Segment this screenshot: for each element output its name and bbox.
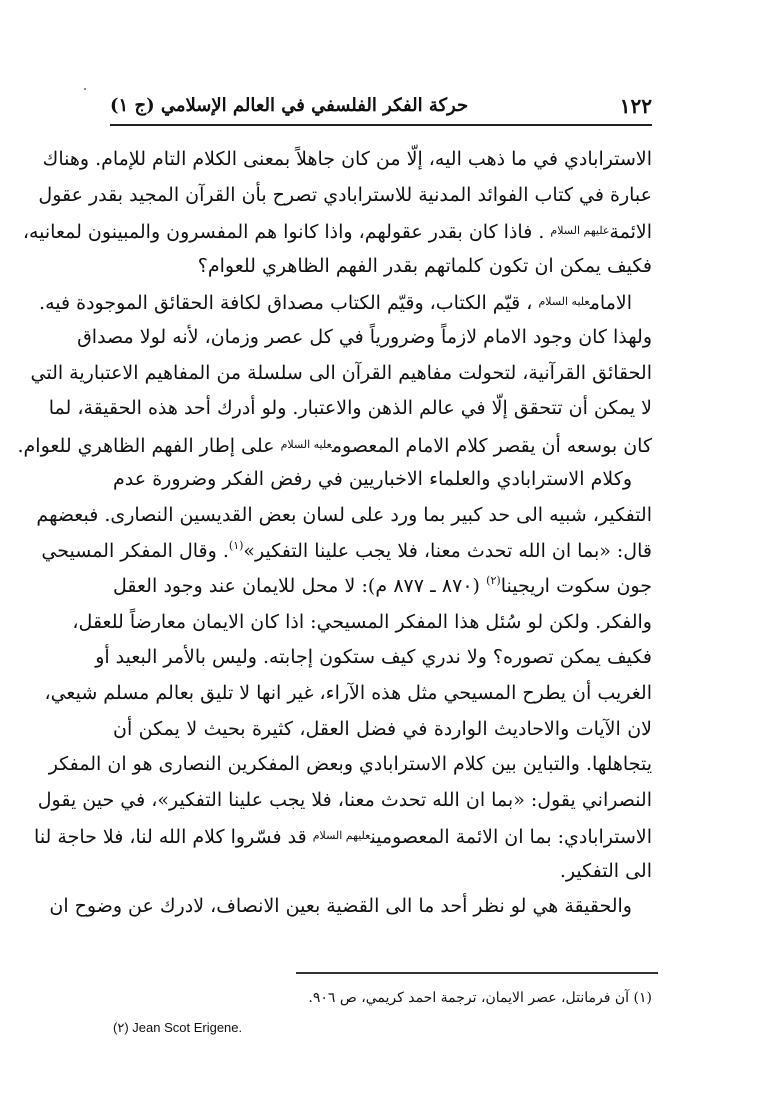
text-line [95,640,652,676]
running-head [110,92,652,126]
honorific-glyph: عليهم السلام [312,829,371,843]
line-text: والحقيقة هي لو نظر أحد ما الى القضية بعين الانصاف، لادرك عن وضوح ان [49,895,632,918]
book-title: حركة الفكر الفلسفي في العالم الإسلامي (ج ١) [110,95,469,116]
line-text: كان بوسعه أن يقصر كلام الامام المعصوم [331,434,652,457]
line-text: النصراني يقول: «بما ان الله تحدث معنا، فلا يجب علينا التفكير»، في حين يقول [37,788,652,811]
text-line [44,676,652,712]
honorific-glyph: عليه السلام [280,437,332,451]
text-line [42,142,652,178]
honorific-glyph: عليه السلام [538,295,590,309]
footnote: (١) آن فرمانتل، عصر الايمان، ترجمة احمد كريمي، ص ٩٠٦. [308,990,652,1006]
text-line [30,356,652,392]
scan-speck [84,88,86,90]
line-text-continued: على إطار الفهم الظاهري للعوام. [17,434,281,457]
line-text: الى التفكير. [559,859,652,882]
line-text: الغريب أن يطرح المسيحي مثل هذه الآراء، غير انها لا تليق بعالم مسلم شيعي، [44,681,652,704]
text-line [77,320,652,356]
line-text: يتجاهلها. والتباين بين كلام الاسترابادي وبعض المفكرين النصارى هو ان المفكر [48,753,652,776]
text-line [17,427,652,463]
line-text: وكلام الاسترابادي والعلماء الاخباريين في رفض الفكر وضرورة عدم [113,468,632,491]
line-text: عبارة في كتاب الفوائد المدنية للاسترابادي تصرح بأن القرآن المجيد بقدر عقول [38,183,652,206]
line-text-continued: . فاذا كان بقدر عقولهم، واذا كانوا هم المفسرون والمبينون لمعانيه، [22,221,551,244]
line-text: والفكر. ولكن لو سُئل هذا المفكر المسيحي: اذا كان الايمان معارضاً للعقل، [72,610,652,633]
text-line [49,889,652,925]
line-text-continued: قد فسّروا كلام الله لنا، فلا حاجة لنا [34,826,313,849]
line-text: الاسترابادي في ما ذهب اليه، إلّا من كان جاهلاً بمعنى الكلام التام للإمام. وهناك [42,148,652,170]
line-text: الحقائق القرآنية، لتحولت مفاهيم القرآن الى سلسلة من المفاهيم الاعتبارية التي [30,361,652,384]
text-line [113,712,652,748]
text-line [38,178,652,214]
line-text-continued: . وقال المفكر المسيحي [41,539,229,562]
text-line [48,391,652,427]
text-line [39,284,652,320]
footnote-reference[interactable]: (٢) [486,574,501,588]
footnote: (٢) Jean Scot Erigene. [113,1020,243,1035]
line-text: التفكير، شبيه الى حد كبير بما ورد على لسان بعض القديسين النصارى. فبعضهم [36,503,652,526]
line-text-continued: (٨٧٠ ـ ٨٧٧ م): لا محل للايمان عند وجود العقل [113,575,487,598]
line-text-continued: ، قيّم الكتاب، وقيّم الكتاب مصداق لكافة الحقائق الموجودة فيه. [39,292,539,315]
line-text: قال: «بما ان الله تحدث معنا، فلا يجب علينا التفكير» [243,539,652,562]
line-text: فكيف يمكن ان تكون كلماتهم بقدر الفهم الظاهري للعوام؟ [197,254,652,277]
text-line [37,783,652,819]
body-text [17,142,652,925]
line-text: الاسترابادي: بما ان الائمة المعصومين [370,826,652,849]
text-line [113,569,652,605]
line-text: لا يمكن أن تتحقق إلّا في عالم الذهن والاعتبار. ولو أدرك أحد هذه الحقيقة، لما [48,397,652,420]
text-line [34,818,652,854]
line-text: لان الآيات والاحاديث الواردة في فضل العقل، كثيرة بحيث لا يمكن أن [113,717,652,740]
footnote-reference[interactable]: (١) [228,538,244,552]
line-text: فكيف يمكن تصوره؟ ولا ندري كيف ستكون إجابته. وليس بالأمر البعيد أو [95,646,652,669]
text-line [113,249,652,285]
text-line [72,605,652,641]
text-line [41,534,652,570]
text-line [113,854,652,890]
footnotes [113,984,652,1042]
text-line [48,747,652,783]
line-text: الامام [589,292,632,315]
text-line [22,213,652,249]
page-number: ١٢٢ [619,94,652,118]
text-line [113,462,652,498]
line-text: ولهذا كان وجود الامام لازماً وضرورياً في كل عصر وزمان، لأنه لولا مصداق [77,325,652,348]
text-line [36,498,652,534]
line-text: جون سكوت اريجينا [500,575,652,598]
footnote-divider [296,972,658,974]
honorific-glyph: عليهم السلام [550,224,610,238]
line-text: الائمة [609,221,652,244]
